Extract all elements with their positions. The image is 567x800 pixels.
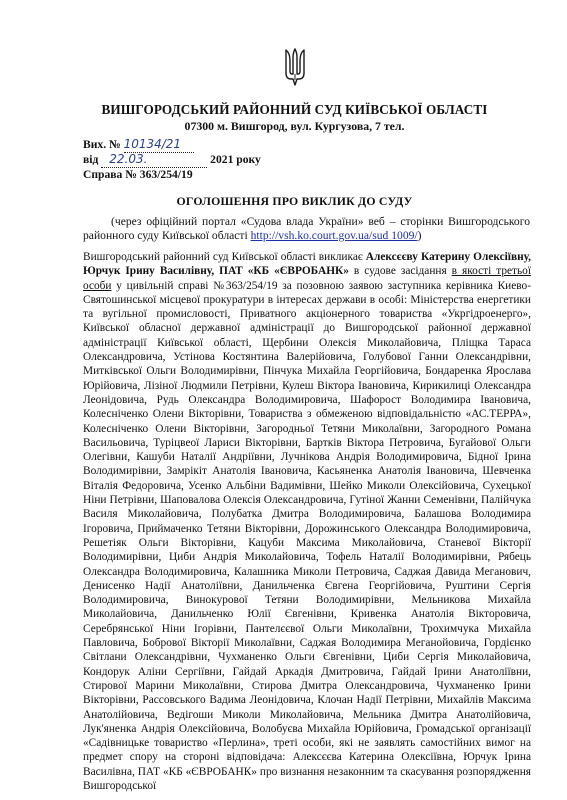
outgoing-number-field: [124, 137, 194, 153]
trident-emblem-icon: [284, 47, 306, 87]
outgoing-year-label: 2021 року: [210, 153, 261, 166]
outgoing-date-row: [83, 152, 261, 167]
summoned-parties: Алексєєву Катерину Олексіївну, Юрчук Ірину Василівну, ПАТ «КБ «ЄВРОБАНК»: [83, 251, 531, 278]
announcement-body: [83, 250, 531, 793]
outgoing-details: [83, 137, 261, 182]
outgoing-date-label: від: [83, 153, 99, 166]
publication-note: [83, 215, 530, 243]
court-address: 07300 м. Вишгород, вул. Кургузова, 7 тел.: [184, 119, 405, 133]
outgoing-date-field: [101, 152, 207, 168]
court-website-link[interactable]: http://vsh.ko.court.gov.ua/sud 1009/: [250, 229, 418, 242]
court-name: ВИШГОРОДСЬКИЙ РАЙОННИЙ СУД КИЇВСЬКОЇ ОБЛАСТІ: [101, 102, 488, 117]
case-number: Справа № 363/254/19: [83, 168, 193, 181]
case-number-row: [83, 167, 261, 182]
body-rest: у цивільній справі №363/254/19 за позовною заявою заступника керівника Киево-Святошинської місцевої прокуратури в інтересах держави в особі: Міністерства енергетики та вугільної промисловості, Приватного акціонерного товариства «Укргідроенерго», Київської обласної державної адміністрації до Вишгородської районної державної адміністрації Київської області, Щербини Олексія Миколайовича, Пліщка Тараса Олександровича, Устінова Костянтина Валерійовича, Голубової Ганни Олександрівни, Митківської Ольги Володимирівни, Пінчука Михайла Георгійовича, Бондаренка Ярослава Юрійовича, Лізіної Людмили Петрівни, Кулеш Віктора Івановича, Кирикилиці Олександра Леонідовича, Рудь Олександра Володимировича, Шафорост Володимира Івановича, Колесніченко Олени Вікторівни, Товариства з обмеженою відповідальністю «АС.ТЕРРА», Колесніченко Олени Вікторівни, Загородньої Тетяни Миколаївни, Загородного Романа Васильовича, Туріцвеої Лариси Вікторівни, Бартків Віктора Петровича, Бугайової Ольги Олегівни, Кашуби Наталії Андріївни, Лучнікова Андрія Володимировича, Бідної Ірина Володимирівни, Замрікіт Анатолія Івановича, Касьяненка Анатолія Івановича, Шевченка Віталія Федоровича, Усенко Альбіни Вадимівни, Шейко Миколи Олексійовича, Сухецької Ніни Петрівни, Шаповалова Олексія Олександровича, Гутіної Жанни Семенівни, Палійчука Василя Миколайовича, Полубатка Дмитра Володимировича, Балашова Володимира Ігоровича, Приймаченко Тетяни Вікторівни, Дорожинського Олександра Володимировича, Решетіяк Ольги Вікторівни, Кацуби Максима Миколайовича, Станевої Вікторії Володимирівни, Циби Андрія Миколайовича, Тофель Наталії Володимирівни, Рябець Олександра Володимировича, Калашника Миколи Петровича, Саджая Давида Меганович, Денисенко Надії Анатоліївни, Данильченка Євгена Георгійовича, Руштини Сергія Володимировича, Винокурової Тетяни Володимирівни, Мельникова Михайла Миколайовича, Данильченко Юлії Євгенівни, Кривенка Анатолія Вікторовича, Серебрянської Ніни Ігорівни, Пантелєєвої Ольги Миколаївни, Трохимчука Михайла Павловича, Бобрової Вікторії Миколаївни, Саджая Володимира Меганойовича, Гордієнко Світлани Олександрівни, Чухманенко Ольги Євгенівни, Циби Сергія Миколайовича, Кондорук Аліни Сергіївни, Гайдай Аркадія Дмитровича, Гайдай Ірини Анатоліївни, Стирової Марини Миколаївни, Стирова Дмитра Олександровича, Чухманенко Ірини Вікторівни, Рассовського Вадима Леонідовича, Клочан Надії Петрівни, Михайлів Максима Анатолійовича, Ведігоши Миколи Миколайовича, Мельника Дмитра Анатолійовича, Лук'яненка Андрія Олексійовича, Волобуєва Михайла Юрійовича, Громадської організації «Садівницьке товариство «Перлина», треті особи, які не заявлять самостійних вимог на предмет спору на стороні відповідача: Алексєєва Катерина Олексіївна, Юрчук Ірина Василівна, ПАТ «КБ «ЄВРОБАНК» про визнання незаконним та скасування розпорядження Вишгородської: [83, 279, 531, 792]
body-mid: в судове засідання: [348, 265, 452, 278]
outgoing-number-value: 10134/21: [123, 137, 182, 151]
publication-note-close: ): [417, 229, 422, 242]
party-role: в якості третьої особи: [83, 265, 531, 292]
announcement-title: ОГОЛОШЕННЯ ПРО ВИКЛИК ДО СУДУ: [176, 194, 413, 208]
outgoing-number-label: Вих. №: [83, 138, 121, 151]
body-intro: Вишгородський районний суд Київської області викликає: [83, 251, 366, 263]
publication-note-text: (через офіційний портал «Судова влада України» веб – сторінки Вишгородського районного суду Київської області: [83, 215, 530, 242]
outgoing-number-row: [83, 137, 261, 152]
outgoing-date-value: 22.03.: [109, 152, 148, 166]
